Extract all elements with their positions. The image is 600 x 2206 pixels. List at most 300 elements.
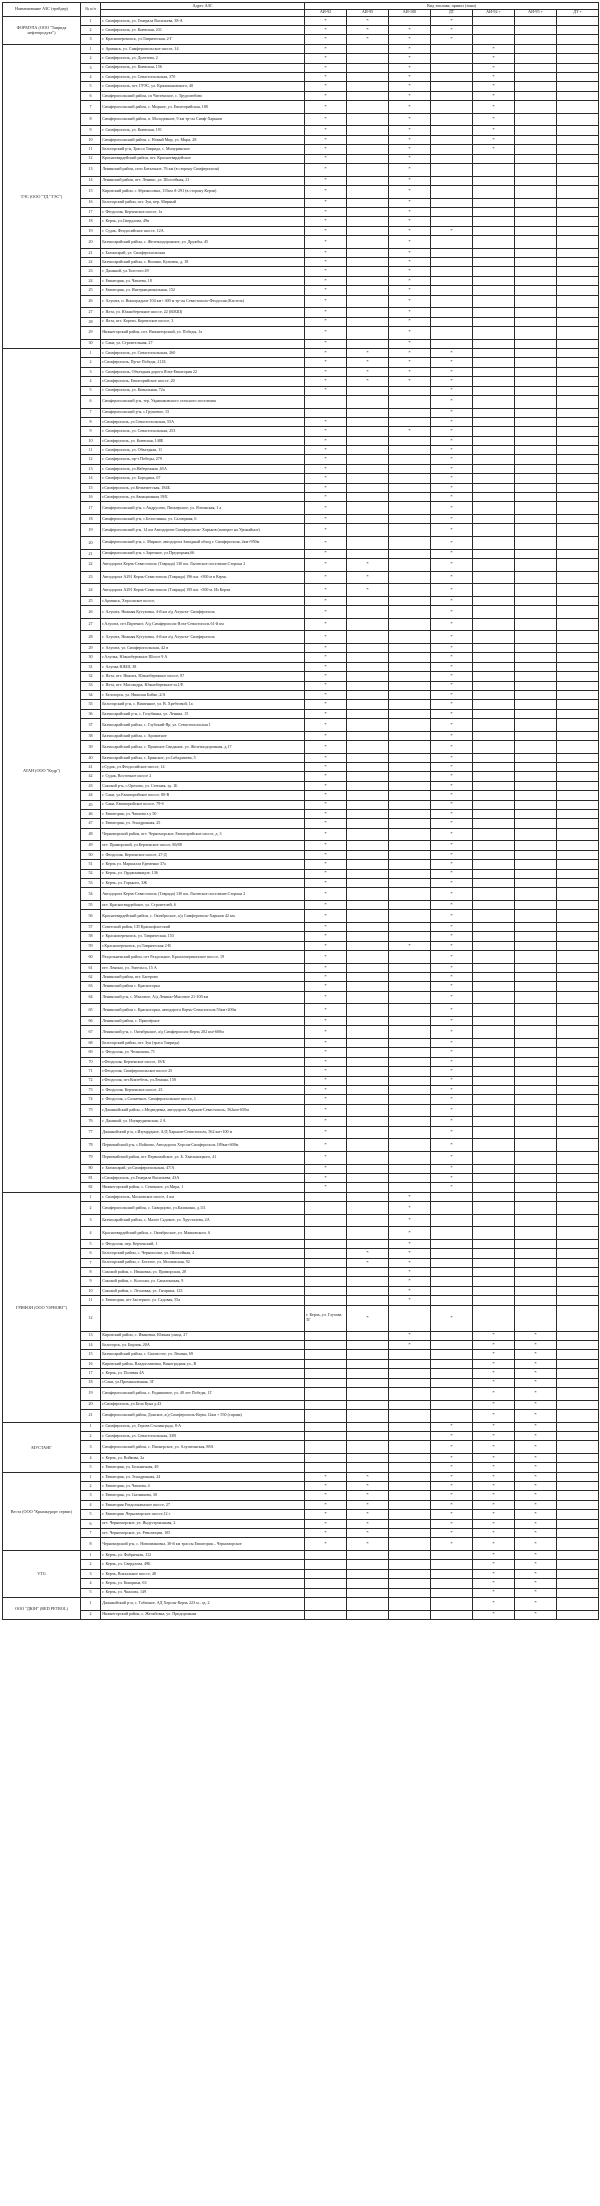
station-address: г. Керчь, ул. Орджоникидзе, 136 [101, 869, 305, 878]
station-address: г. Симферополь, пгт. ГРЭС, ул. Кржижановского, 40 [101, 82, 305, 91]
fuel-mark-ai92: * [305, 1491, 347, 1500]
station-address: г.Армянск, Херсонское шоссе, [101, 596, 305, 605]
station-address: г. Керчь, ул. Свердлова, 49Б [101, 1560, 305, 1569]
fuel-mark-ai100 [389, 1026, 431, 1039]
fuel-mark-ai95-plus [515, 408, 557, 417]
fuel-mark-ai92-plus: * [473, 1340, 515, 1349]
fuel-mark-ai95-plus [515, 1085, 557, 1094]
fuel-mark-dt-plus [557, 618, 599, 631]
fuel-mark-ai92 [305, 1400, 347, 1409]
fuel-mark-ai92-plus [473, 1026, 515, 1039]
table-row [3, 113, 599, 126]
fuel-mark-ai92-plus [473, 596, 515, 605]
fuel-mark-ai95 [347, 1214, 389, 1227]
fuel-mark-ai100 [389, 662, 431, 671]
fuel-mark-ai92-plus: * [473, 1597, 515, 1610]
fuel-mark-ai95 [347, 662, 389, 671]
fuel-mark-ai95: * [347, 26, 389, 35]
station-address: г. Саки, ул. Строительная, 27 [101, 339, 305, 348]
fuel-mark-ai100 [389, 16, 431, 25]
fuel-mark-ai92 [305, 1192, 347, 1201]
row-number: 52 [81, 869, 101, 878]
fuel-mark-ai95: * [347, 1491, 389, 1500]
fuel-mark-ai100 [389, 1139, 431, 1152]
fuel-mark-ai92 [305, 1453, 347, 1462]
fuel-mark-ai92-plus [473, 464, 515, 473]
fuel-mark-ai100 [389, 1067, 431, 1076]
fuel-mark-dt: * [431, 446, 473, 455]
fuel-mark-ai92-plus [473, 850, 515, 859]
fuel-mark-dt: * [431, 819, 473, 828]
station-address: Симферопольский район, с. Новый Мир, ул. Мира, 28 [101, 135, 305, 144]
row-number: 24 [81, 584, 101, 597]
station-address: Джанкойский р-н, с. Табачное, АД Херсон-Керчь 223 м., зд. 2 [101, 1597, 305, 1610]
fuel-mark-ai100 [389, 800, 431, 809]
fuel-mark-ai95-plus [515, 236, 557, 249]
row-number: 66 [81, 1017, 101, 1026]
fuel-mark-ai95-plus: * [515, 1500, 557, 1509]
fuel-mark-ai92: * [305, 126, 347, 135]
fuel-mark-ai92-plus [473, 339, 515, 348]
fuel-mark-dt-plus [557, 524, 599, 537]
row-number: 32 [81, 672, 101, 681]
header-fuel-ai100: АИ-100 [389, 9, 431, 16]
fuel-mark-ai92 [305, 1286, 347, 1295]
fuel-mark-ai100: * [389, 1296, 431, 1305]
fuel-mark-dt-plus [557, 1340, 599, 1349]
fuel-mark-ai92 [305, 1579, 347, 1588]
table-row [3, 524, 599, 537]
table-row [3, 828, 599, 841]
fuel-mark-dt-plus [557, 537, 599, 550]
fuel-mark-ai92-plus [473, 267, 515, 276]
station-address: г. Красноперекопск, ул. Таврическая, 153 [101, 932, 305, 941]
fuel-mark-ai92: * [305, 1538, 347, 1551]
table-row [3, 436, 599, 445]
station-address: г. Симферополь, ул. Севастопольская, 33В [101, 1431, 305, 1440]
fuel-mark-ai92: * [305, 474, 347, 483]
fuel-mark-dt-plus [557, 515, 599, 524]
table-row [3, 176, 599, 185]
fuel-mark-ai92 [305, 1560, 347, 1569]
fuel-mark-ai95 [347, 1409, 389, 1422]
fuel-mark-ai92: * [305, 662, 347, 671]
fuel-mark-ai92: * [305, 860, 347, 869]
table-row [3, 35, 599, 44]
fuel-mark-ai92-plus: * [473, 1529, 515, 1538]
fuel-mark-ai95-plus [515, 719, 557, 732]
fuel-mark-ai95: * [347, 358, 389, 367]
fuel-mark-dt-plus [557, 1057, 599, 1066]
fuel-mark-ai100 [389, 869, 431, 878]
fuel-mark-ai92 [305, 1214, 347, 1227]
fuel-mark-ai92-plus [473, 662, 515, 671]
fuel-mark-ai95 [347, 596, 389, 605]
fuel-mark-dt-plus [557, 326, 599, 339]
row-number: 55 [81, 900, 101, 909]
fuel-mark-dt [431, 1268, 473, 1277]
fuel-mark-dt: * [431, 719, 473, 732]
fuel-mark-dt: * [431, 1305, 473, 1331]
fuel-mark-ai95-plus [515, 571, 557, 584]
table-row [3, 54, 599, 63]
fuel-mark-ai92: * [305, 1004, 347, 1017]
fuel-mark-dt-plus [557, 1387, 599, 1400]
row-number: 82 [81, 1183, 101, 1192]
fuel-mark-ai92 [305, 1409, 347, 1422]
fuel-mark-ai95-plus [515, 922, 557, 931]
station-address: г.Алушта, пгт.Партенит, А/д Симферополь-Ялта-Севастополь 61-й км [101, 618, 305, 631]
fuel-mark-ai100 [389, 1305, 431, 1331]
fuel-mark-ai100 [389, 631, 431, 644]
fuel-mark-ai95-plus: * [515, 1538, 557, 1551]
fuel-mark-ai95 [347, 483, 389, 492]
fuel-mark-dt: * [431, 483, 473, 492]
fuel-mark-ai95-plus [515, 596, 557, 605]
row-number: 8 [81, 1538, 101, 1551]
fuel-mark-ai92 [305, 1227, 347, 1240]
fuel-mark-ai95-plus [515, 888, 557, 901]
fuel-mark-dt [431, 126, 473, 135]
fuel-mark-ai92: * [305, 1139, 347, 1152]
row-number: 57 [81, 922, 101, 931]
station-address: Автодорога Керчь-Севастополь (Таврида) 130 км. Льговское поселение.Сторона 2 [101, 888, 305, 901]
fuel-mark-dt-plus [557, 1560, 599, 1569]
fuel-mark-ai100: * [389, 135, 431, 144]
fuel-mark-ai95-plus [515, 850, 557, 859]
table-row [3, 618, 599, 631]
fuel-mark-ai100: * [389, 317, 431, 326]
station-address: Белогорский р-н, Трасса Таврида, с. Мичуринское [101, 145, 305, 154]
row-number: 61 [81, 963, 101, 972]
row-number: 8 [81, 1268, 101, 1277]
fuel-mark-ai95 [347, 417, 389, 426]
station-address: Белогорск, ул. Бирлик, 20А [101, 1340, 305, 1349]
table-row [3, 1510, 599, 1519]
fuel-mark-dt [431, 276, 473, 285]
fuel-mark-ai92: * [305, 690, 347, 699]
fuel-mark-ai95 [347, 991, 389, 1004]
station-address: Красногвардейский район, пгт. Красногвардейское [101, 154, 305, 163]
fuel-mark-ai100 [389, 618, 431, 631]
fuel-mark-ai92: * [305, 700, 347, 709]
fuel-mark-ai100 [389, 1369, 431, 1378]
fuel-mark-ai95: * [347, 1510, 389, 1519]
fuel-mark-ai92-plus [473, 1214, 515, 1227]
fuel-mark-ai92: * [305, 731, 347, 740]
fuel-mark-ai100 [389, 828, 431, 841]
fuel-mark-ai100 [389, 1076, 431, 1085]
fuel-mark-dt [431, 258, 473, 267]
table-row [3, 217, 599, 226]
fuel-mark-ai95-plus [515, 1286, 557, 1295]
fuel-mark-ai100: * [389, 154, 431, 163]
fuel-mark-ai95 [347, 631, 389, 644]
row-number: 10 [81, 436, 101, 445]
table-row [3, 1409, 599, 1422]
fuel-mark-ai95-plus [515, 809, 557, 818]
fuel-mark-ai95 [347, 1569, 389, 1578]
fuel-mark-ai95-plus [515, 163, 557, 176]
fuel-mark-ai92-plus: * [473, 1510, 515, 1519]
station-address: Симферопольский р-н, с. Мирное, автодорога Западный обход г. Симферополя, 2км+950м [101, 537, 305, 550]
fuel-mark-ai92-plus [473, 809, 515, 818]
fuel-mark-ai92-plus [473, 1277, 515, 1286]
row-number: 63 [81, 982, 101, 991]
fuel-mark-ai100: * [389, 26, 431, 35]
fuel-mark-ai92-plus [473, 258, 515, 267]
fuel-mark-ai95 [347, 1139, 389, 1152]
table-row [3, 1249, 599, 1258]
fuel-mark-ai95: * [347, 1519, 389, 1528]
fuel-mark-ai100 [389, 982, 431, 991]
fuel-mark-ai92-plus [473, 922, 515, 931]
fuel-mark-dt: * [431, 386, 473, 395]
fuel-mark-ai92-plus: * [473, 63, 515, 72]
fuel-mark-dt-plus [557, 888, 599, 901]
fuel-mark-ai95-plus [515, 483, 557, 492]
fuel-mark-ai95-plus [515, 326, 557, 339]
fuel-mark-ai92-plus [473, 1164, 515, 1173]
fuel-mark-ai92: * [305, 308, 347, 317]
row-number: 78 [81, 1139, 101, 1152]
fuel-mark-dt: * [431, 932, 473, 941]
fuel-mark-ai100 [389, 719, 431, 732]
fuel-mark-ai95-plus [515, 653, 557, 662]
table-row [3, 662, 599, 671]
fuel-mark-ai92-plus: * [473, 54, 515, 63]
table-row [3, 819, 599, 828]
brand-cell: VTG [3, 1550, 81, 1597]
fuel-mark-ai100 [389, 1104, 431, 1117]
row-number: 3 [81, 1569, 101, 1578]
fuel-mark-dt-plus [557, 483, 599, 492]
fuel-mark-ai95 [347, 82, 389, 91]
fuel-mark-dt: * [431, 474, 473, 483]
table-row [3, 446, 599, 455]
fuel-mark-ai100 [389, 888, 431, 901]
fuel-mark-dt-plus [557, 878, 599, 887]
fuel-mark-dt: * [431, 1139, 473, 1152]
fuel-mark-ai100 [389, 731, 431, 740]
fuel-mark-ai95 [347, 709, 389, 718]
fuel-mark-ai92: * [305, 1164, 347, 1173]
table-row [3, 1560, 599, 1569]
fuel-mark-ai100 [389, 1117, 431, 1126]
fuel-mark-ai92: * [305, 436, 347, 445]
table-row [3, 455, 599, 464]
fuel-mark-dt-plus [557, 198, 599, 207]
row-number: 24 [81, 276, 101, 285]
fuel-mark-ai92: * [305, 841, 347, 850]
fuel-mark-dt: * [431, 377, 473, 386]
row-number: 11 [81, 145, 101, 154]
fuel-mark-ai95-plus [515, 258, 557, 267]
table-row [3, 1268, 599, 1277]
fuel-mark-ai92-plus [473, 154, 515, 163]
fuel-mark-ai95-plus [515, 1126, 557, 1139]
row-number: 26 [81, 295, 101, 308]
fuel-mark-ai92-plus [473, 910, 515, 923]
fuel-mark-ai100 [389, 1126, 431, 1139]
fuel-mark-ai95 [347, 1076, 389, 1085]
fuel-mark-dt: * [431, 1017, 473, 1026]
station-address: г. Евпатория Раздольненское шоссе, 27 [101, 1500, 305, 1509]
fuel-mark-ai92-plus [473, 358, 515, 367]
row-number: 1 [81, 348, 101, 357]
fuel-mark-ai92-plus: * [473, 1431, 515, 1440]
fuel-mark-ai95-plus [515, 662, 557, 671]
fuel-mark-ai92-plus [473, 493, 515, 502]
fuel-mark-dt [431, 1214, 473, 1227]
table-row [3, 1378, 599, 1387]
fuel-mark-ai92-plus [473, 1258, 515, 1267]
fuel-mark-ai92-plus [473, 753, 515, 762]
fuel-mark-ai100 [389, 850, 431, 859]
row-number: 17 [81, 207, 101, 216]
fuel-mark-ai92-plus [473, 35, 515, 44]
row-number: 44 [81, 791, 101, 800]
fuel-mark-ai92-plus: * [473, 1331, 515, 1340]
fuel-mark-dt: * [431, 709, 473, 718]
fuel-mark-ai95 [347, 1550, 389, 1559]
table-row [3, 558, 599, 571]
fuel-mark-ai92 [305, 1431, 347, 1440]
fuel-mark-ai100 [389, 537, 431, 550]
row-number: 5 [81, 82, 101, 91]
fuel-mark-ai92: * [305, 35, 347, 44]
fuel-mark-ai92 [305, 1378, 347, 1387]
fuel-mark-dt-plus [557, 753, 599, 762]
fuel-mark-ai92: * [305, 982, 347, 991]
station-address: Первомайский район, пгт Первомайское, ул. Б. Хмельницкого, 41 [101, 1151, 305, 1164]
fuel-mark-ai92: * [305, 295, 347, 308]
station-address: г. Керчь ул. Маршалла Еременко 37а [101, 860, 305, 869]
row-number: 80 [81, 1164, 101, 1173]
fuel-mark-ai100: * [389, 1331, 431, 1340]
fuel-mark-dt: * [431, 982, 473, 991]
station-address: г. Феодосия, с.Солнечное, Симферопольское шоссе, 1 [101, 1095, 305, 1104]
station-address: г. Симферополь, ул. Объездная, 11 [101, 446, 305, 455]
row-number: 51 [81, 860, 101, 869]
fuel-mark-ai92: * [305, 258, 347, 267]
fuel-mark-ai92: * [305, 1057, 347, 1066]
fuel-mark-dt-plus [557, 113, 599, 126]
fuel-mark-dt: * [431, 681, 473, 690]
fuel-mark-dt-plus [557, 35, 599, 44]
fuel-mark-ai100 [389, 963, 431, 972]
fuel-mark-dt [431, 63, 473, 72]
row-number: 72 [81, 1076, 101, 1085]
fuel-mark-ai92-plus: * [473, 1569, 515, 1578]
fuel-mark-ai100 [389, 1453, 431, 1462]
fuel-mark-ai100 [389, 932, 431, 941]
table-row [3, 1579, 599, 1588]
brand-cell: Веста (ООО "Крымкурорт сервис) [3, 1472, 81, 1550]
row-number: 81 [81, 1173, 101, 1182]
fuel-mark-ai100 [389, 524, 431, 537]
row-number: 26 [81, 606, 101, 619]
fuel-mark-ai92-plus [473, 878, 515, 887]
fuel-mark-dt-plus [557, 1409, 599, 1422]
fuel-mark-ai95-plus: * [515, 1529, 557, 1538]
row-number: 7 [81, 101, 101, 114]
table-row [3, 1104, 599, 1117]
fuel-mark-dt-plus [557, 982, 599, 991]
fuel-mark-ai92 [305, 1249, 347, 1258]
fuel-mark-ai95 [347, 386, 389, 395]
fuel-mark-ai92-plus [473, 888, 515, 901]
row-number: 39 [81, 741, 101, 754]
row-number: 3 [81, 63, 101, 72]
fuel-mark-ai95-plus: * [515, 1579, 557, 1588]
row-number: 16 [81, 1359, 101, 1368]
fuel-mark-dt-plus [557, 1249, 599, 1258]
fuel-mark-ai92: * [305, 1510, 347, 1519]
fuel-mark-ai92-plus [473, 731, 515, 740]
fuel-mark-ai95 [347, 1610, 389, 1619]
fuel-mark-ai92: * [305, 135, 347, 144]
fuel-mark-ai100: * [389, 1202, 431, 1215]
fuel-mark-ai92: * [305, 558, 347, 571]
fuel-mark-dt-plus [557, 73, 599, 82]
station-address: г. Симферополь, ул. Ковыльная, 72а [101, 386, 305, 395]
table-row [3, 951, 599, 964]
station-address: г. Ялта, пгт. Никита, Южнобережное шоссе, 87 [101, 672, 305, 681]
fuel-mark-dt: * [431, 464, 473, 473]
fuel-mark-ai95-plus [515, 1305, 557, 1331]
table-row [3, 1004, 599, 1017]
fuel-mark-ai100: * [389, 339, 431, 348]
fuel-mark-ai92-plus [473, 417, 515, 426]
fuel-mark-ai100: * [389, 276, 431, 285]
table-row [3, 493, 599, 502]
row-number: 17 [81, 502, 101, 515]
row-number: 5 [81, 1510, 101, 1519]
station-address: г. Евпатория, пгт Заозерное, ул. Садовая, 55а [101, 1296, 305, 1305]
fuel-mark-ai92: * [305, 1017, 347, 1026]
fuel-mark-ai95-plus [515, 308, 557, 317]
fuel-mark-dt-plus [557, 91, 599, 100]
station-address: Симферопольский район, с. Скворцово, ул.Калинина, д.111 [101, 1202, 305, 1215]
table-row [3, 741, 599, 754]
fuel-mark-ai100 [389, 1350, 431, 1359]
fuel-mark-ai95-plus [515, 455, 557, 464]
fuel-mark-dt [431, 54, 473, 63]
fuel-mark-ai100 [389, 1431, 431, 1440]
fuel-mark-dt [431, 207, 473, 216]
row-number: 12 [81, 1305, 101, 1331]
fuel-mark-dt-plus [557, 1017, 599, 1026]
fuel-mark-dt: * [431, 941, 473, 950]
fuel-mark-ai92-plus: * [473, 1441, 515, 1454]
station-address: Ленинский район, с. Приозёрное [101, 1017, 305, 1026]
fuel-mark-ai100 [389, 1057, 431, 1066]
fuel-mark-ai95: * [347, 584, 389, 597]
fuel-mark-dt: * [431, 1026, 473, 1039]
station-address: г.Феодосия, Симферопольское шоссе 25 [101, 1067, 305, 1076]
station-address: пгт. Красногвардейское, ул. Строителей, 6 [101, 900, 305, 909]
fuel-mark-dt-plus [557, 672, 599, 681]
fuel-mark-ai100: * [389, 358, 431, 367]
fuel-mark-ai92: * [305, 681, 347, 690]
row-number: 11 [81, 1296, 101, 1305]
fuel-mark-dt: * [431, 772, 473, 781]
fuel-mark-ai95-plus: * [515, 1441, 557, 1454]
fuel-mark-ai92-plus [473, 941, 515, 950]
fuel-mark-ai95-plus [515, 63, 557, 72]
station-address: г. Судак, Феодосийское шоссе, 12А [101, 226, 305, 235]
